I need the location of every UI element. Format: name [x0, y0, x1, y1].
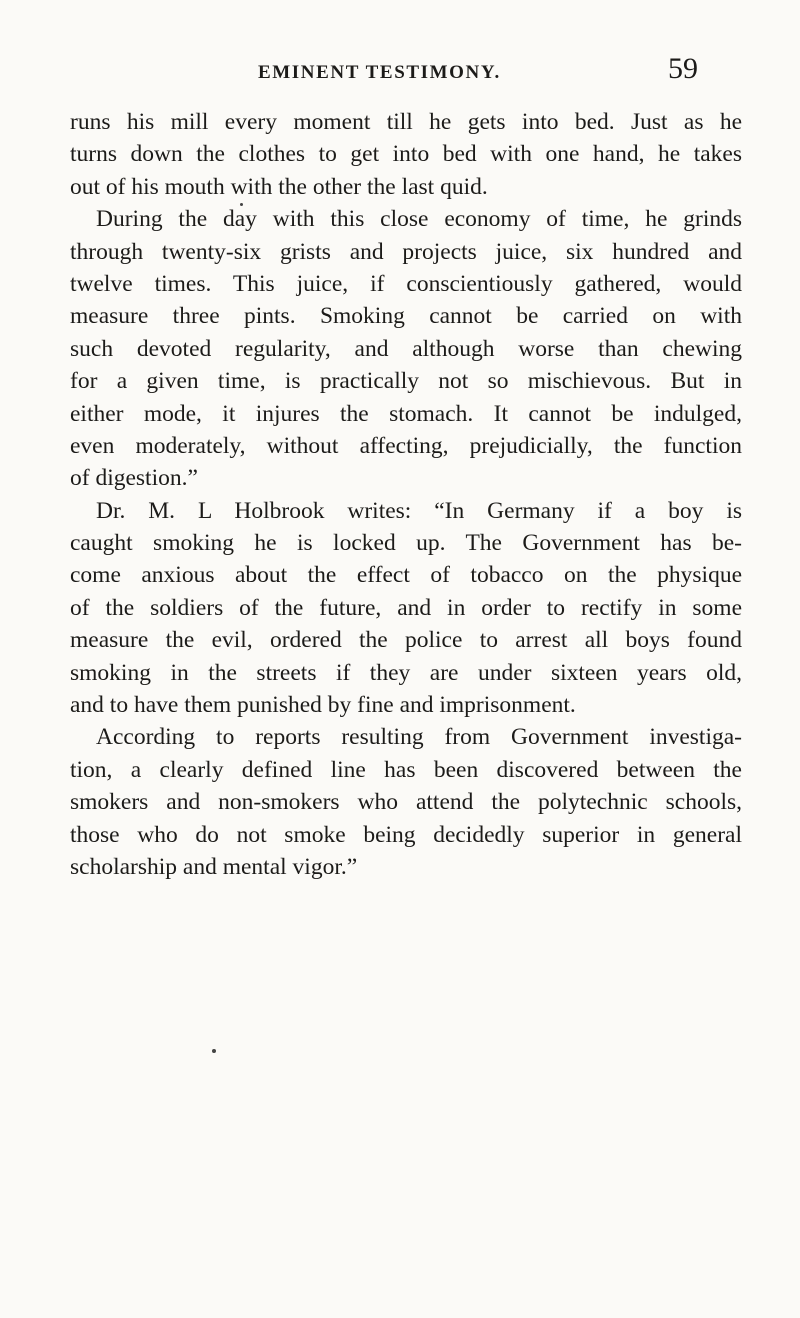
- text-line: either mode, it injures the stomach. It cannot be indulged,: [70, 400, 742, 427]
- text-line: come anxious about the effect of tobacco on the physique: [70, 562, 742, 589]
- text-line: smoking in the streets if they are under sixteen years old,: [70, 659, 742, 686]
- text-line: even moderately, without affecting, prejudicially, the function: [70, 432, 742, 459]
- page-number: 59: [668, 52, 698, 85]
- text-line: scholarship and mental vigor.”: [70, 853, 358, 880]
- text-line: caught smoking he is locked up. The Government has be-: [70, 530, 742, 557]
- running-title: EMINENT TESTIMONY.: [258, 62, 501, 83]
- body-text: [70, 106, 742, 883]
- text-line: such devoted regularity, and although worse than chewing: [70, 335, 742, 362]
- text-line: twelve times. This juice, if conscientiously gathered, would: [70, 270, 742, 297]
- text-line: According to reports resulting from Government investiga-: [96, 724, 742, 751]
- text-line: of digestion.”: [70, 465, 198, 492]
- running-head: [0, 52, 800, 100]
- text-line: out of his mouth with the other the last quid.: [70, 173, 488, 200]
- text-line: through twenty-six grists and projects juice, six hundred and: [70, 238, 742, 265]
- text-line: those who do not smoke being decidedly superior in general: [70, 821, 742, 848]
- text-line: runs his mill every moment till he gets into bed. Just as he: [70, 109, 742, 135]
- ink-speck: [240, 203, 243, 206]
- text-line: measure the evil, ordered the police to arrest all boys found: [70, 627, 742, 654]
- text-line: During the day with this close economy of time, he grinds: [96, 206, 742, 233]
- text-line: tion, a clearly defined line has been discovered between the: [70, 756, 742, 783]
- text-line: turns down the clothes to get into bed with one hand, he takes: [70, 141, 742, 168]
- text-line: for a given time, is practically not so mischievous. But in: [70, 368, 742, 395]
- text-line: of the soldiers of the future, and in order to rectify in some: [70, 594, 742, 621]
- text-line: and to have them punished by fine and imprisonment.: [70, 692, 576, 719]
- text-line: measure three pints. Smoking cannot be carried on with: [70, 303, 742, 330]
- text-line: Dr. M. L Holbrook writes: “In Germany if a boy is: [96, 497, 742, 524]
- ink-speck: [212, 1049, 216, 1053]
- text-line: smokers and non-smokers who attend the polytechnic schools,: [70, 789, 742, 816]
